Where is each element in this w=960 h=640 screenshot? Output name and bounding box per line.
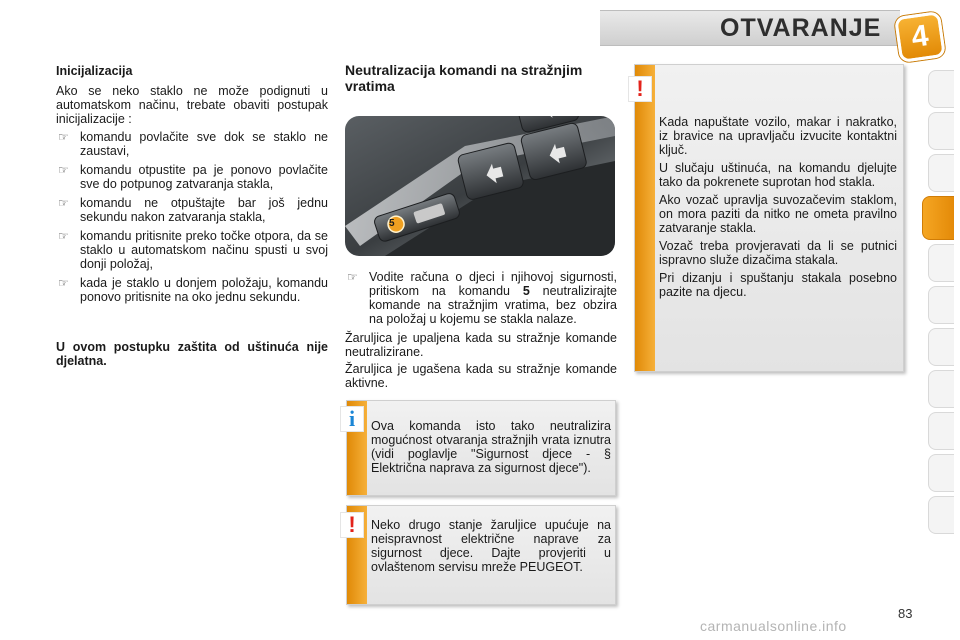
warning-paragraph: Kada napuštate vozilo, makar i nakratko, iz bravice na upravljaču izvucite kontaktni ključ. xyxy=(659,115,897,157)
warning-paragraph: Ako vozač upravlja suvozačevim staklom, on mora paziti da nitko ne ometa pravilno zatvaranje stakla. xyxy=(659,193,897,235)
list-item: ☞ komandu povlačite sve dok se staklo ne zaustavi, xyxy=(58,130,328,158)
intro-paragraph: Ako se neko staklo ne može podignuti u automatskom načinu, trebate obaviti postupak inicijalizacije : xyxy=(56,84,328,126)
lamp-on-paragraph: Žaruljica je upaljena kada su stražnje komande neutralizirane. xyxy=(345,331,617,359)
warning-paragraphs xyxy=(659,115,897,303)
warning-paragraph: Vozač treba provjeravati da li se putnici ispravno služe dizačima stakala. xyxy=(659,239,897,267)
info-box xyxy=(346,400,616,496)
page-title: OTVARANJE xyxy=(720,14,882,42)
control-number: 5 xyxy=(522,284,530,298)
chapter-tab[interactable] xyxy=(928,112,954,150)
list-item: ☞ komandu ne otpuštajte bar još jednu sekundu nakon zatvaranja stakla, xyxy=(58,196,328,224)
info-text: Ova komanda isto tako neutralizira mogućnost otvaranja stražnjih vrata iznutra (vidi poglavlje "Sigurnost djece - § Električna naprava za sigurnost djece"). xyxy=(371,419,611,475)
left-column xyxy=(56,64,328,372)
list-item: ☞ komandu pritisnite preko točke otpora, da se staklo u automatskom načinu spusti u svoj donji položaj, xyxy=(58,229,328,271)
warning-box-bottom xyxy=(346,505,616,605)
chapter-tab[interactable] xyxy=(928,70,954,108)
chapter-tab[interactable] xyxy=(928,496,954,534)
warning-box-right xyxy=(634,64,904,372)
initialization-steps xyxy=(56,130,328,304)
pointing-hand-icon: ☞ xyxy=(58,276,69,290)
chapter-tab[interactable] xyxy=(928,154,954,192)
info-icon: i xyxy=(340,406,364,432)
anti-pinch-note: U ovom postupku zaštita od uštinuća nije djelatna. xyxy=(56,340,328,368)
pointing-hand-icon: ☞ xyxy=(58,196,69,210)
list-item: ☞ kada je staklo u donjem položaju, komandu ponovo pritisnite na oko jednu sekundu. xyxy=(58,276,328,304)
warning-icon: ! xyxy=(340,512,364,538)
warning-stripe xyxy=(635,65,655,371)
rear-lock-text xyxy=(345,270,617,390)
watermark: carmanualsonline.info xyxy=(700,618,847,634)
chapter-tab[interactable] xyxy=(928,244,954,282)
list-item: ☞ komandu otpustite pa je ponovo povlačite sve do potpunog zatvaranja stakla, xyxy=(58,163,328,191)
section-heading-initialization: Inicijalizacija xyxy=(56,64,133,78)
window-switch-photo xyxy=(345,116,615,256)
warning-text: Neko drugo stanje žaruljice upućuje na neispravnost električne naprave za sigurnost djece. Dajte provjeriti u ovlaštenom servisu mreže PEUGEOT. xyxy=(371,518,611,574)
chapter-tab[interactable] xyxy=(928,412,954,450)
list-item: ☞ Vodite računa o djeci i njihovoj sigurnosti, pritiskom na komandu 5 neutralizirajte komande na stražnjim vratima, bez obzira na položaj u kojemu se stakla nalaze. xyxy=(347,270,617,326)
pointing-hand-icon: ☞ xyxy=(347,270,358,284)
chapter-badge: 4 xyxy=(894,11,946,63)
warning-paragraph: Pri dizanju i spuštanju stakala posebno pazite na djecu. xyxy=(659,271,897,299)
warning-paragraph: U slučaju uštinuća, na komandu djelujte tako da pokrenete suprotan hod stakla. xyxy=(659,161,897,189)
page-number: 83 xyxy=(898,606,913,621)
chapter-tabs xyxy=(928,70,954,580)
chapter-tab[interactable] xyxy=(928,328,954,366)
button-5-label: 5 xyxy=(389,218,395,229)
lamp-off-paragraph: Žaruljica je ugašena kada su stražnje komande aktivne. xyxy=(345,362,617,390)
chapter-tab[interactable] xyxy=(928,370,954,408)
section-heading-rear-lock: Neutralizacija komandi na stražnjim vratima xyxy=(345,62,583,94)
pointing-hand-icon: ☞ xyxy=(58,163,69,177)
warning-icon: ! xyxy=(628,76,652,102)
middle-column xyxy=(345,62,617,393)
pointing-hand-icon: ☞ xyxy=(58,130,69,144)
chapter-tab[interactable] xyxy=(928,454,954,492)
pointing-hand-icon: ☞ xyxy=(58,229,69,243)
chapter-tab-active[interactable] xyxy=(922,196,954,240)
chapter-tab[interactable] xyxy=(928,286,954,324)
